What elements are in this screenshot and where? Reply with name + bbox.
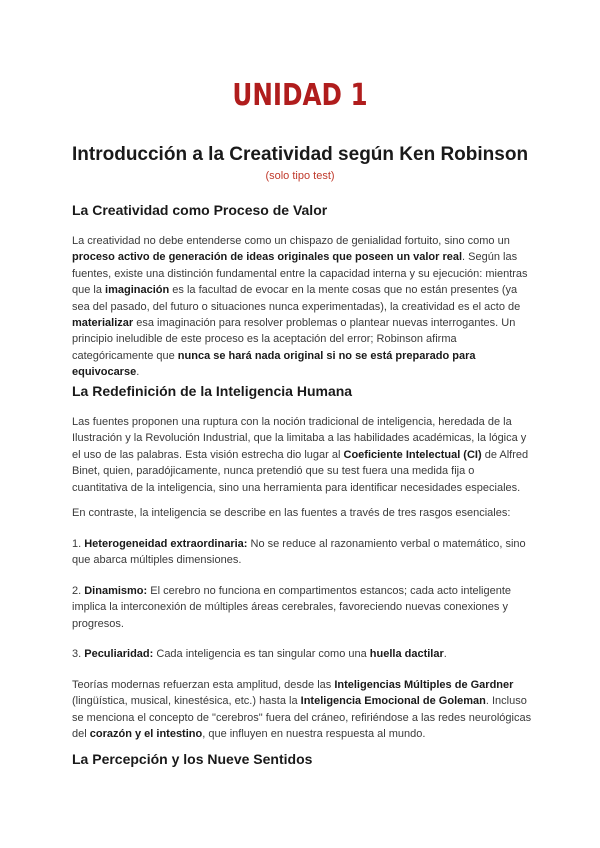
paragraph-teorias [72,677,532,743]
text-run: . Según las fuentes, existe una distinción fundamental entre la capacidad interna y su ejecución: mientras que la [72,251,528,297]
text-run: de Alfred Binet, quien, paradójicamente, nunca pretendió que su test fuera una medida fija o cuantitativa de la inteligencia, sino una herramienta para identificar necesidades especiales. [72,448,529,494]
bold-text: Heterogeneidad extraordinaria: [84,538,248,550]
text-run: En contraste, la inteligencia se describe en las fuentes a través de tres rasgos esenciales: [72,507,511,519]
text-run: . Incluso se menciona el concepto de "cerebros" fuera del cráneo, refiriéndose a las redes neurológicas del [72,695,532,741]
text-run: 1. [72,538,85,550]
text-run: . [443,648,447,660]
bold-text: Inteligencia Emocional de Goleman [300,695,486,708]
bold-text: huella dactilar [369,648,444,660]
paragraph-creatividad [72,233,532,381]
bold-text: Coeficiente Intelectual (CI) [343,448,482,461]
bold-text: Dinamismo: [84,585,148,597]
text-run: , que influyen en nuestra respuesta al mundo. [202,728,426,741]
text-run: No se reduce al razonamiento verbal o matemático, sino que abarca múltiples dimensiones. [72,538,526,567]
text-run: 3. [72,648,85,660]
bold-text: materializar [72,317,134,330]
list-item-heterogeneidad [72,536,532,569]
test-only-note: (solo tipo test) [265,170,335,182]
bold-text: Inteligencias Múltiples de Gardner [334,679,514,691]
text-run: Las fuentes proponen una ruptura con la noción tradicional de inteligencia, heredada de la Ilustración y la Revolución Industrial, que la limitaba a las habilidades académicas, la lógica y el uso de las palabras. Esta visión estrecha dio lugar al [72,416,527,461]
text-run: Teorías modernas refuerzan esta amplitud, desde las [72,679,335,691]
bold-text: Peculiaridad: [84,648,154,660]
text-run: El cerebro no funciona en compartimentos estancos; cada acto inteligente implica la interconexión de múltiples áreas cerebrales, favoreciendo nuevas conexiones y progresos. [72,585,512,630]
paragraph-ruptura [72,414,532,496]
text-run: . [136,366,140,379]
text-run: (lingüística, musical, kinestésica, etc.) hasta la [72,695,301,708]
section-heading-inteligencia: La Redefinición de la Inteligencia Humana [72,383,353,399]
section-heading-creatividad: La Creatividad como Proceso de Valor [72,202,328,218]
text-run: 2. [72,585,85,597]
text-run: Cada inteligencia es tan singular como una [153,648,370,660]
text-run: es la facultad de evocar en la mente cosas que no están presentes (ya sea del pasado, del futuro o situaciones nunca experimentadas), la creatividad es el acto de [72,284,521,313]
text-run: esa imaginación para resolver problemas o plantear nuevas interrogantes. Un principio ineludible de este proceso es la aceptación del error; Robinson afirma categóricamente que [72,317,516,362]
unit-title: UNIDAD 1 [232,78,368,113]
bold-text: proceso activo de generación de ideas originales que poseen un valor real [72,251,463,264]
section-heading-percepcion: La Percepción y los Nueve Sentidos [72,751,313,767]
text-run: La creatividad no debe entenderse como un chispazo de genialidad fortuito, sino como un [72,235,510,247]
paragraph-contraste [72,505,532,521]
document-title: Introducción a la Creatividad según Ken Robinson [72,144,529,165]
bold-text: corazón y el intestino [89,728,203,741]
bold-text: imaginación [105,284,170,297]
list-item-dinamismo [72,583,532,632]
list-item-peculiaridad [72,646,532,662]
bold-text: nunca se hará nada original si no se está preparado para equivocarse [72,349,476,379]
